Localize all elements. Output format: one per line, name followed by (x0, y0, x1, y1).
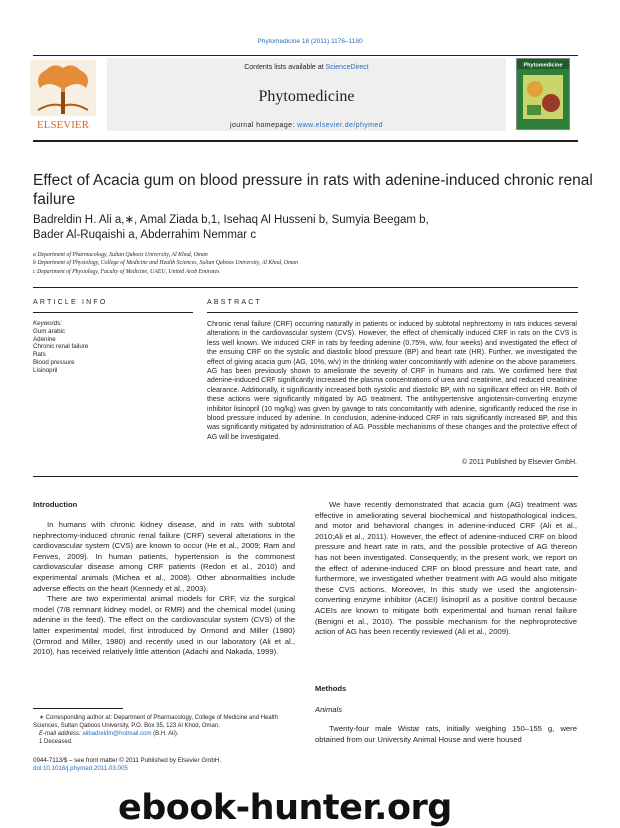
abstract-text: Chronic renal failure (CRF) occurring naturally in patients or induced by subtotal nephrectomy in rats induces several alterations in the cardiovascular system (CVS). However, the effect of chemically induced CRF in rats on the CVS is less well known. We induced CRF in rats by feeding adenine (0.75%, w/w, four weeks) and investigated the effect of the ensuing CRF on the systolic and diastolic blood pressure (BP) and heart rate (HR). Further, we investigated the effect of giving acacia gum (AG, 10%, w/v) in the drinking water concomitantly with adenine on the above parameters. AG has been previously shown to ameliorate the severity of CRF in humans and rats. We confirmed here that adenine-induced CRF significantly increased the plasma concentrations of urea and creatinine, and reduced creatinine clearance. Additionally, it significantly increased both systolic and diastolic BP, with no significant effect on HR. Both of these actions were significantly mitigated by AG treatment. The antihypertensive angiotensin-converting enzyme inhibitor lisinopril (10 mg/kg) was given by gavage to rats concomitantly with adenine, significantly reduced the rise in blood pressure induced by adenine. In conclusion, adenine-induced CRF in rats significantly increased BP, and this was significantly mitigated by administration of AG. Possible mechanisms of these changes and the protective effect of AG will be investigated. (207, 321, 577, 441)
keywords-list (33, 320, 193, 375)
email-note (33, 730, 295, 738)
footnotes (33, 714, 295, 746)
article-info-heading: ARTICLE INFO (33, 299, 108, 306)
abstract-bottom-rule (33, 476, 578, 477)
journal-title: Phytomedicine (258, 88, 355, 105)
contents-prefix: Contents lists available at (244, 64, 326, 71)
article-title: Effect of Acacia gum on blood pressure in rats with adenine-induced chronic renal failure (33, 172, 593, 208)
deceased-note: 1 Deceased. (39, 739, 73, 745)
journal-cover-thumbnail (516, 58, 570, 130)
affiliation-c: c Department of Physiology, Faculty of Medicine, UAEU, United Arab Emirates (33, 268, 220, 275)
article-info-rule (33, 312, 193, 313)
copyright-notice: © 2011 Published by Elsevier GmbH. (461, 459, 577, 466)
affiliation-b: b Department of Physiology, College of Medicine and Health Sciences, Sultan Qaboos University, Al Khod, Oman (33, 260, 299, 267)
header-bottom-rule (33, 140, 578, 142)
right-column-body (315, 500, 577, 638)
journal-reference-link[interactable]: Phytomedicine 18 (2011) 1176–1180 (257, 38, 363, 45)
methods-body (315, 724, 577, 745)
methods-paragraph-1: Twenty-four male Wistar rats, initially weighing 150–155 g, were obtained from our University Animal House and were housed (315, 724, 577, 744)
keyword-item: Chronic renal failure (33, 343, 89, 351)
header-top-rule (33, 55, 578, 56)
affiliation-a: a Department of Pharmacology, Sultan Qaboos University, Al Khod, Oman (33, 252, 208, 258)
authors-line-2: Bader Al-Ruqaishi a, Abderrahim Nemmar c (33, 229, 257, 241)
svg-text:ELSEVIER: ELSEVIER (37, 119, 89, 131)
keyword-item: Adenine (33, 335, 56, 343)
email-label: E-mail address: (39, 731, 83, 737)
contents-availability-line (107, 64, 506, 71)
cover-image-icon (517, 59, 569, 129)
author-list (33, 213, 593, 243)
watermark-text: ebook-hunter.org (118, 788, 452, 828)
animals-subheading: Animals (315, 705, 343, 714)
email-link[interactable]: alibadreldin@hotmail.com (82, 731, 152, 737)
intro-paragraph-1: In humans with chronic kidney disease, and in rats with subtotal nephrectomy-induced chronic renal failure (CRF) several alterations in the cardiovascular system (CVS) are known to occur (He et al., 2009; Ram and Fenves, 2009). In human patients, hypertension is the commonest cardiovascular disease among CRF patients (Redon et al., 2010) and experimental animals (Michea et al., 2008). Other abnormalities include adverse effects on the heart (Kennedy et al., 2003). (33, 520, 295, 593)
keyword-item: Lisinopril (33, 366, 58, 374)
corresponding-author-note: ∗ Corresponding author at: Department of Pharmacology, College of Medicine and Health Sciences, Sultan Qaboos University, P.O. Box 35, 123 Al Khod, Oman. (33, 715, 279, 729)
doi-link[interactable]: doi:10.1016/j.phymed.2011.03.005 (33, 765, 128, 772)
intro-paragraph-3: We have recently demonstrated that acacia gum (AG) treatment was effective in ameliorating several biochemical and histopathological indices, and motor and behavioral changes in adenine-induced CRF (Ali et al., 2010;Ali et al., 2011). However, the effect of adenine-induced CRF on blood pressure and heart rate in rats, and the possible protective of AG thereon has not been investigated. Consequently, in the present work, we report on the effect of adenine-induced CRF on blood pressure and heart rate, and furthermore, we investigated whether treatment with AG would also mitigate these CVS actions. Moreover, In this study we used the angiotensin-converting enzyme inhibitor (ACEI) lisinopril as a positive control because ACEIs are known to mitigate both experimental and human renal failure (Benigni et al., 2010). The possible mechanism for the nephroprotective action of AG has been recently reviewed (Ali et al., 2009). (315, 500, 577, 637)
elsevier-tree-icon (28, 58, 98, 133)
keyword-item: Rats (33, 351, 46, 359)
affiliation-rule (33, 287, 578, 288)
introduction-heading: Introduction (33, 500, 78, 509)
affiliations (33, 251, 593, 276)
keyword-item: Blood pressure (33, 358, 75, 366)
abstract-rule (207, 312, 578, 313)
issn-line: 0944-7113/$ – see front matter © 2011 Published by Elsevier GmbH. (33, 757, 221, 764)
left-column-body (33, 520, 295, 658)
front-matter (33, 757, 295, 773)
sciencedirect-link[interactable]: ScienceDirect (325, 64, 369, 71)
abstract-heading: ABSTRACT (207, 299, 262, 306)
homepage-link[interactable]: www.elsevier.de/phymed (297, 122, 383, 129)
keyword-item: Gum arabic (33, 327, 65, 335)
journal-homepage-line (107, 122, 506, 129)
homepage-prefix: journal homepage: (230, 122, 298, 129)
elsevier-logo (28, 58, 98, 133)
keywords-title: Keywords: (33, 320, 62, 327)
intro-paragraph-2: There are two experimental animal models for CRF, viz the surgical model (7/8 remnant kidney model, or RMR) and the chemical model (using adenine in the feed). The effect on the cardiovascular system (CVS) of the latter experimental model, first introduced by Ormond and Miller (1980) (Ormrod and Miller, 1980) and recently used in our laboratory (Ali et al., 2010), has received relatively little attention (Adachi and Nakada, 1999). (33, 594, 295, 657)
svg-text:Phytomedicine: Phytomedicine (523, 62, 563, 69)
email-suffix: (B.H. Ali). (151, 731, 179, 737)
methods-heading: Methods (315, 684, 347, 693)
footnote-rule (33, 708, 123, 709)
authors-line-1: Badreldin H. Ali a,∗, Amal Ziada b,1, Isehaq Al Husseni b, Sumyia Beegam b, (33, 214, 429, 226)
